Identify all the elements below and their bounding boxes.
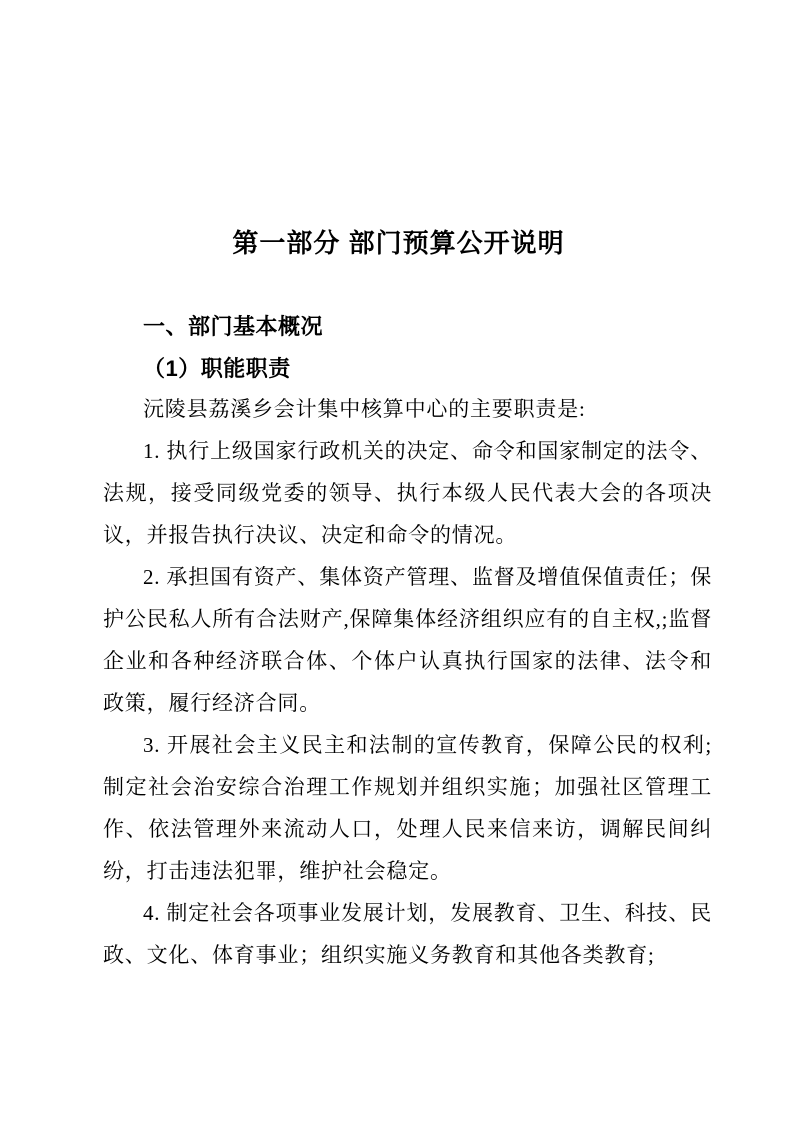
subsection-body (103, 388, 712, 976)
document-title: 第一部分 部门预算公开说明 (232, 228, 565, 258)
section-heading: 一、部门基本概况 (143, 314, 324, 339)
paragraph-duty-3: 3. 开展社会主义民主和法制的宣传教育，保障公民的权利;制定社会治安综合治理工作规划并组织实施；加强社区管理工作、依法管理外来流动人口，处理人民来信来访，调解民间纠纷，打击违法犯罪，维护社会稳定。 (103, 733, 712, 883)
paragraph-duty-4: 4. 制定社会各项事业发展计划，发展教育、卫生、科技、民政、文化、体育事业；组织实施义务教育和其他各类教育; (103, 901, 712, 967)
paragraph-intro: 沅陵县荔溪乡会计集中核算中心的主要职责是: (143, 397, 586, 421)
subsection-heading: （1）职能职责 (143, 356, 291, 381)
paragraph-duty-2: 2. 承担国有资产、集体资产管理、监督及增值保值责任；保护公民私人所有合法财产,保障集体经济组织应有的自主权,;监督企业和各种经济联合体、个体户认真执行国家的法律、法令和政策，履行经济合同。 (103, 565, 712, 715)
paragraph-duty-1: 1. 执行上级国家行政机关的决定、命令和国家制定的法令、法规，接受同级党委的领导、执行本级人民代表大会的各项决议，并报告执行决议、决定和命令的情况。 (103, 439, 712, 547)
